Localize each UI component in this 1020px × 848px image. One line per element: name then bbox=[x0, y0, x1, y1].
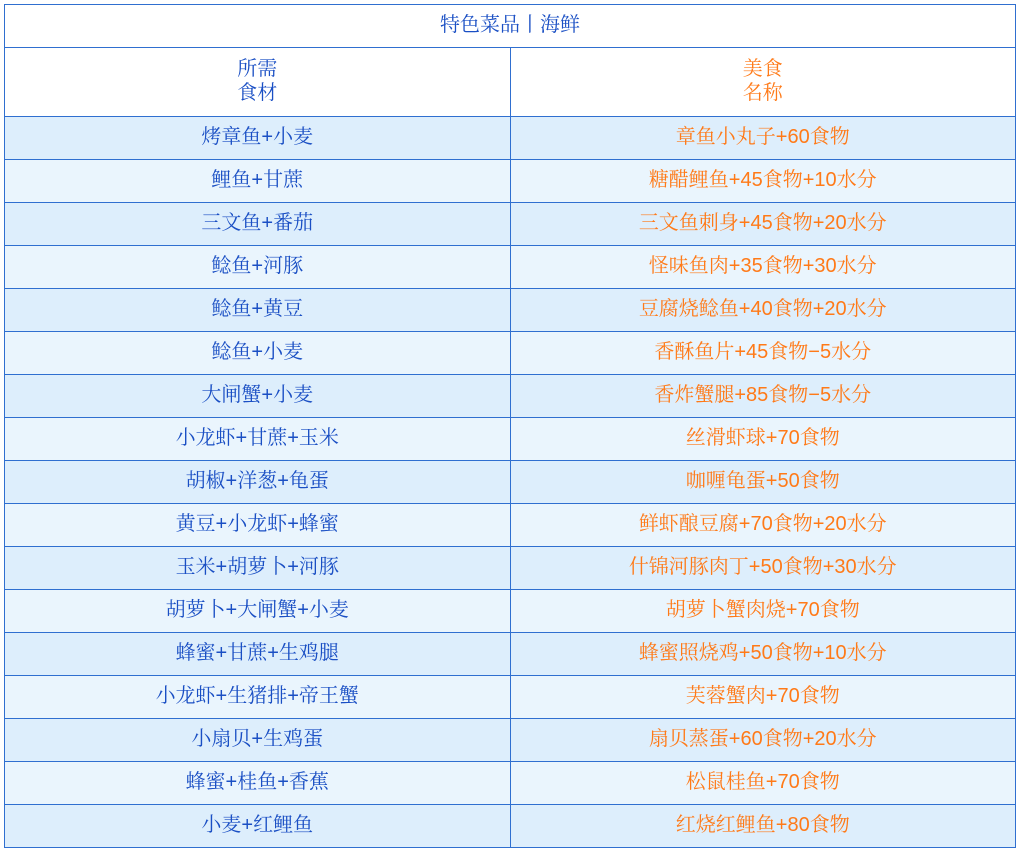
cell-dish: 章鱼小丸子+60食物 bbox=[510, 117, 1016, 160]
table-row bbox=[5, 418, 1016, 461]
cell-dish: 松鼠桂鱼+70食物 bbox=[510, 762, 1016, 805]
cell-ingredients: 胡椒+洋葱+龟蛋 bbox=[5, 461, 511, 504]
recipe-table-body bbox=[5, 5, 1016, 848]
table-row bbox=[5, 547, 1016, 590]
cell-ingredients: 鲶鱼+黄豆 bbox=[5, 289, 511, 332]
cell-ingredients: 鲤鱼+甘蔗 bbox=[5, 160, 511, 203]
cell-ingredients: 烤章鱼+小麦 bbox=[5, 117, 511, 160]
cell-dish: 咖喱龟蛋+50食物 bbox=[510, 461, 1016, 504]
cell-dish: 香炸蟹腿+85食物−5水分 bbox=[510, 375, 1016, 418]
table-row bbox=[5, 461, 1016, 504]
table-title: 特色菜品丨海鲜 bbox=[5, 5, 1016, 48]
cell-ingredients: 小龙虾+甘蔗+玉米 bbox=[5, 418, 511, 461]
table-row bbox=[5, 246, 1016, 289]
cell-dish: 丝滑虾球+70食物 bbox=[510, 418, 1016, 461]
cell-dish: 胡萝卜蟹肉烧+70食物 bbox=[510, 590, 1016, 633]
cell-ingredients: 小麦+红鲤鱼 bbox=[5, 805, 511, 848]
table-row bbox=[5, 289, 1016, 332]
header-row bbox=[5, 48, 1016, 117]
cell-ingredients: 黄豆+小龙虾+蜂蜜 bbox=[5, 504, 511, 547]
cell-dish: 蜂蜜照烧鸡+50食物+10水分 bbox=[510, 633, 1016, 676]
table-row bbox=[5, 504, 1016, 547]
cell-dish: 豆腐烧鲶鱼+40食物+20水分 bbox=[510, 289, 1016, 332]
header-dish bbox=[510, 48, 1016, 117]
title-row bbox=[5, 5, 1016, 48]
cell-ingredients: 鲶鱼+河豚 bbox=[5, 246, 511, 289]
table-row bbox=[5, 375, 1016, 418]
cell-dish: 芙蓉蟹肉+70食物 bbox=[510, 676, 1016, 719]
table-row bbox=[5, 590, 1016, 633]
cell-ingredients: 蜂蜜+桂鱼+香蕉 bbox=[5, 762, 511, 805]
cell-dish: 扇贝蒸蛋+60食物+20水分 bbox=[510, 719, 1016, 762]
table-row bbox=[5, 762, 1016, 805]
header-ingredients-line1: 所需 bbox=[237, 58, 278, 81]
table-row bbox=[5, 117, 1016, 160]
cell-dish: 怪味鱼肉+35食物+30水分 bbox=[510, 246, 1016, 289]
table-row bbox=[5, 805, 1016, 848]
cell-ingredients: 鲶鱼+小麦 bbox=[5, 332, 511, 375]
cell-ingredients: 胡萝卜+大闸蟹+小麦 bbox=[5, 590, 511, 633]
cell-ingredients: 玉米+胡萝卜+河豚 bbox=[5, 547, 511, 590]
cell-dish: 糖醋鲤鱼+45食物+10水分 bbox=[510, 160, 1016, 203]
table-row bbox=[5, 676, 1016, 719]
cell-ingredients: 小扇贝+生鸡蛋 bbox=[5, 719, 511, 762]
cell-dish: 红烧红鲤鱼+80食物 bbox=[510, 805, 1016, 848]
table-row bbox=[5, 203, 1016, 246]
cell-dish: 三文鱼刺身+45食物+20水分 bbox=[510, 203, 1016, 246]
cell-dish: 什锦河豚肉丁+50食物+30水分 bbox=[510, 547, 1016, 590]
cell-dish: 香酥鱼片+45食物−5水分 bbox=[510, 332, 1016, 375]
recipe-table bbox=[4, 4, 1016, 848]
header-dish-line2: 名称 bbox=[742, 82, 783, 104]
header-dish-line1: 美食 bbox=[742, 58, 783, 81]
cell-ingredients: 蜂蜜+甘蔗+生鸡腿 bbox=[5, 633, 511, 676]
table-row bbox=[5, 160, 1016, 203]
table-row bbox=[5, 633, 1016, 676]
cell-ingredients: 大闸蟹+小麦 bbox=[5, 375, 511, 418]
header-ingredients-line2: 食材 bbox=[237, 82, 278, 104]
cell-ingredients: 小龙虾+生猪排+帝王蟹 bbox=[5, 676, 511, 719]
cell-ingredients: 三文鱼+番茄 bbox=[5, 203, 511, 246]
table-row bbox=[5, 332, 1016, 375]
header-ingredients bbox=[5, 48, 511, 117]
cell-dish: 鲜虾酿豆腐+70食物+20水分 bbox=[510, 504, 1016, 547]
table-row bbox=[5, 719, 1016, 762]
